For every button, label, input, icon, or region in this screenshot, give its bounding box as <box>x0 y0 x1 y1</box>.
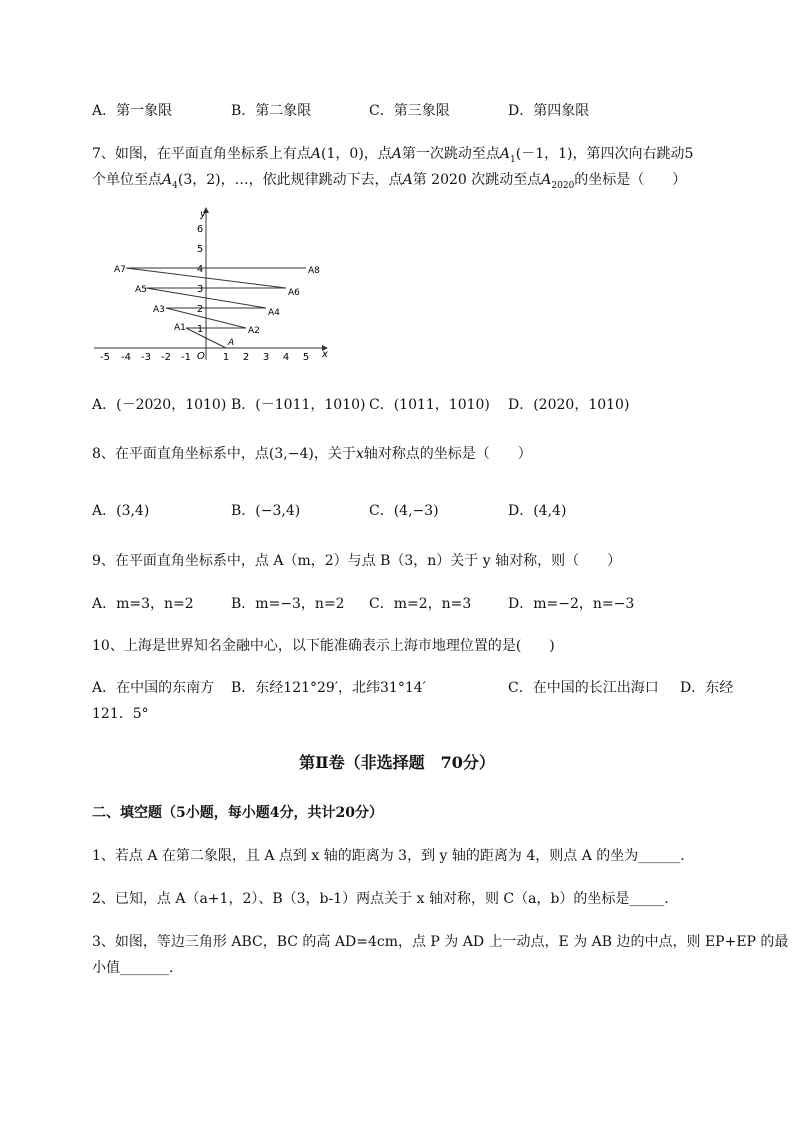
y-tick: 5 <box>196 244 204 255</box>
fill-question-1: 1、若点 A 在第二象限，且 A 点到 x 轴的距离为 3，到 y 轴的距离为 4，则点 A 的坐为______. <box>92 848 685 864</box>
jump-graph <box>90 205 340 365</box>
fill-question-3-line-1: 3、如图，等边三角形 ABC，BC 的高 AD=4cm，点 P 为 AD 上一动点，E 为 AB 边的中点，则 EP+EP 的最 <box>92 934 789 950</box>
q8-option-b: B．(−3,4) <box>231 503 301 519</box>
q8-option-a: A．(3,4) <box>92 503 150 519</box>
x-axis-label: x <box>322 349 328 360</box>
q7-text: 第一次跳动至点 <box>401 146 500 162</box>
q8-option-d: D．(4,4) <box>508 503 567 519</box>
x-tick: -1 <box>181 352 191 363</box>
x-tick: -5 <box>100 352 110 363</box>
q7-point-a4: A <box>162 172 173 188</box>
y-axis-label: y <box>200 209 206 220</box>
label-a6: A6 <box>288 288 300 298</box>
q8-text: ，关于 <box>313 446 356 462</box>
q9-option-d: D．m=−2，n=−3 <box>508 596 635 612</box>
y-tick: 4 <box>196 264 204 275</box>
y-tick: 2 <box>196 304 204 315</box>
x-tick: -3 <box>141 352 151 363</box>
x-tick: -2 <box>161 352 171 363</box>
q7-text: 7、如图，在平面直角坐标系上有点 <box>92 146 311 162</box>
q7-sub: 1 <box>510 154 516 165</box>
q8-text: 轴对称点的坐标是（ ） <box>363 446 532 462</box>
q7-option-c: C．(1011，1010) <box>369 397 490 413</box>
y-tick: 1 <box>196 324 204 335</box>
q8-text: 8、在平面直角坐标系中，点 <box>92 446 269 462</box>
q7-line-2 <box>92 169 686 191</box>
label-a1: A1 <box>174 323 186 333</box>
x-tick: 4 <box>282 352 290 363</box>
q7-coord-a: (1，0) <box>321 146 364 162</box>
q8-axis: x <box>355 446 364 462</box>
label-a: A <box>228 338 235 348</box>
x-tick: 5 <box>302 352 310 363</box>
q7-text: 的坐标是（ ） <box>574 172 687 188</box>
q7-text: 个单位至点 <box>92 172 162 188</box>
q10-option-c: C．在中国的长江出海口 <box>508 680 659 696</box>
fill-blank-header: 二、填空题（5小题，每小题4分，共计20分） <box>92 805 383 821</box>
fill-question-3-line-2: 小值_______. <box>92 960 174 976</box>
q7-coord-a4: (3，2)，…，依此规律跳动下去，点 <box>177 172 403 188</box>
q7-option-d: D．(2020，1010) <box>508 397 630 413</box>
q10-option-a: A．在中国的东南方 <box>92 680 215 696</box>
q10-question: 10、上海是世界知名金融中心，以下能准确表示上海市地理位置的是( ) <box>92 638 555 654</box>
x-tick: 1 <box>222 352 230 363</box>
label-a2: A2 <box>248 326 260 336</box>
q8-question <box>92 443 532 463</box>
q7-point-a: A <box>402 172 413 188</box>
q9-question: 9、在平面直角坐标系中，点 A（m，2）与点 B（3，n）关于 y 轴对称，则（ ） <box>92 553 622 569</box>
q7-sub: 4 <box>172 180 178 191</box>
q10-option-d: D．东经 <box>680 680 734 696</box>
q6-option-c: C．第三象限 <box>369 103 450 119</box>
q10-option-d-cont: 121．5° <box>92 706 149 722</box>
y-ticks <box>197 224 203 335</box>
q7-option-a: A．(－2020，1010) <box>92 397 227 413</box>
q6-option-d: D．第四象限 <box>508 103 590 119</box>
q7-text: ，点 <box>363 146 392 162</box>
fill-question-2: 2、已知，点 A（a+1，2）、B（3，b-1）两点关于 x 轴对称，则 C（a，b）的坐标是_____. <box>92 891 669 907</box>
q9-option-c: C．m=2，n=3 <box>369 596 472 612</box>
q7-option-b: B．(－1011，1010) <box>231 397 366 413</box>
label-a8: A8 <box>308 266 320 276</box>
q7-coord-a1: (－1，1)，第四次向右跳动5 <box>515 146 694 162</box>
label-a5: A5 <box>135 285 147 295</box>
label-a4: A4 <box>268 308 280 318</box>
q7-text: 第 2020 次跳动至点 <box>412 172 542 188</box>
q10-option-b: B．东经121°29′，北纬31°14′ <box>231 680 426 696</box>
section-2-title: 第Ⅱ卷（非选择题 70分） <box>299 753 495 772</box>
label-a7: A7 <box>114 265 126 275</box>
q6-option-a: A．第一象限 <box>92 103 173 119</box>
x-tick: 2 <box>242 352 250 363</box>
x-tick: -4 <box>121 352 131 363</box>
q7-point-a1: A <box>499 146 511 162</box>
q6-option-b: B．第二象限 <box>231 103 312 119</box>
label-a3: A3 <box>153 305 165 315</box>
q9-option-a: A．m=3，n=2 <box>92 596 194 612</box>
q7-sub: 2020 <box>551 180 575 191</box>
q7-point-a: A <box>391 146 402 162</box>
q8-point: (3,−4) <box>268 446 314 462</box>
q7-point-a: A <box>310 146 322 162</box>
y-tick: 6 <box>196 224 204 235</box>
origin-label: O <box>197 351 205 362</box>
q9-option-b: B．m=−3，n=2 <box>231 596 345 612</box>
x-tick: 3 <box>262 352 270 363</box>
q7-point-a2020: A <box>541 172 552 188</box>
q7-line-1 <box>92 143 693 165</box>
y-tick: 3 <box>196 284 204 295</box>
point-labels <box>114 265 320 348</box>
q8-option-c: C．(4,−3) <box>369 503 439 519</box>
